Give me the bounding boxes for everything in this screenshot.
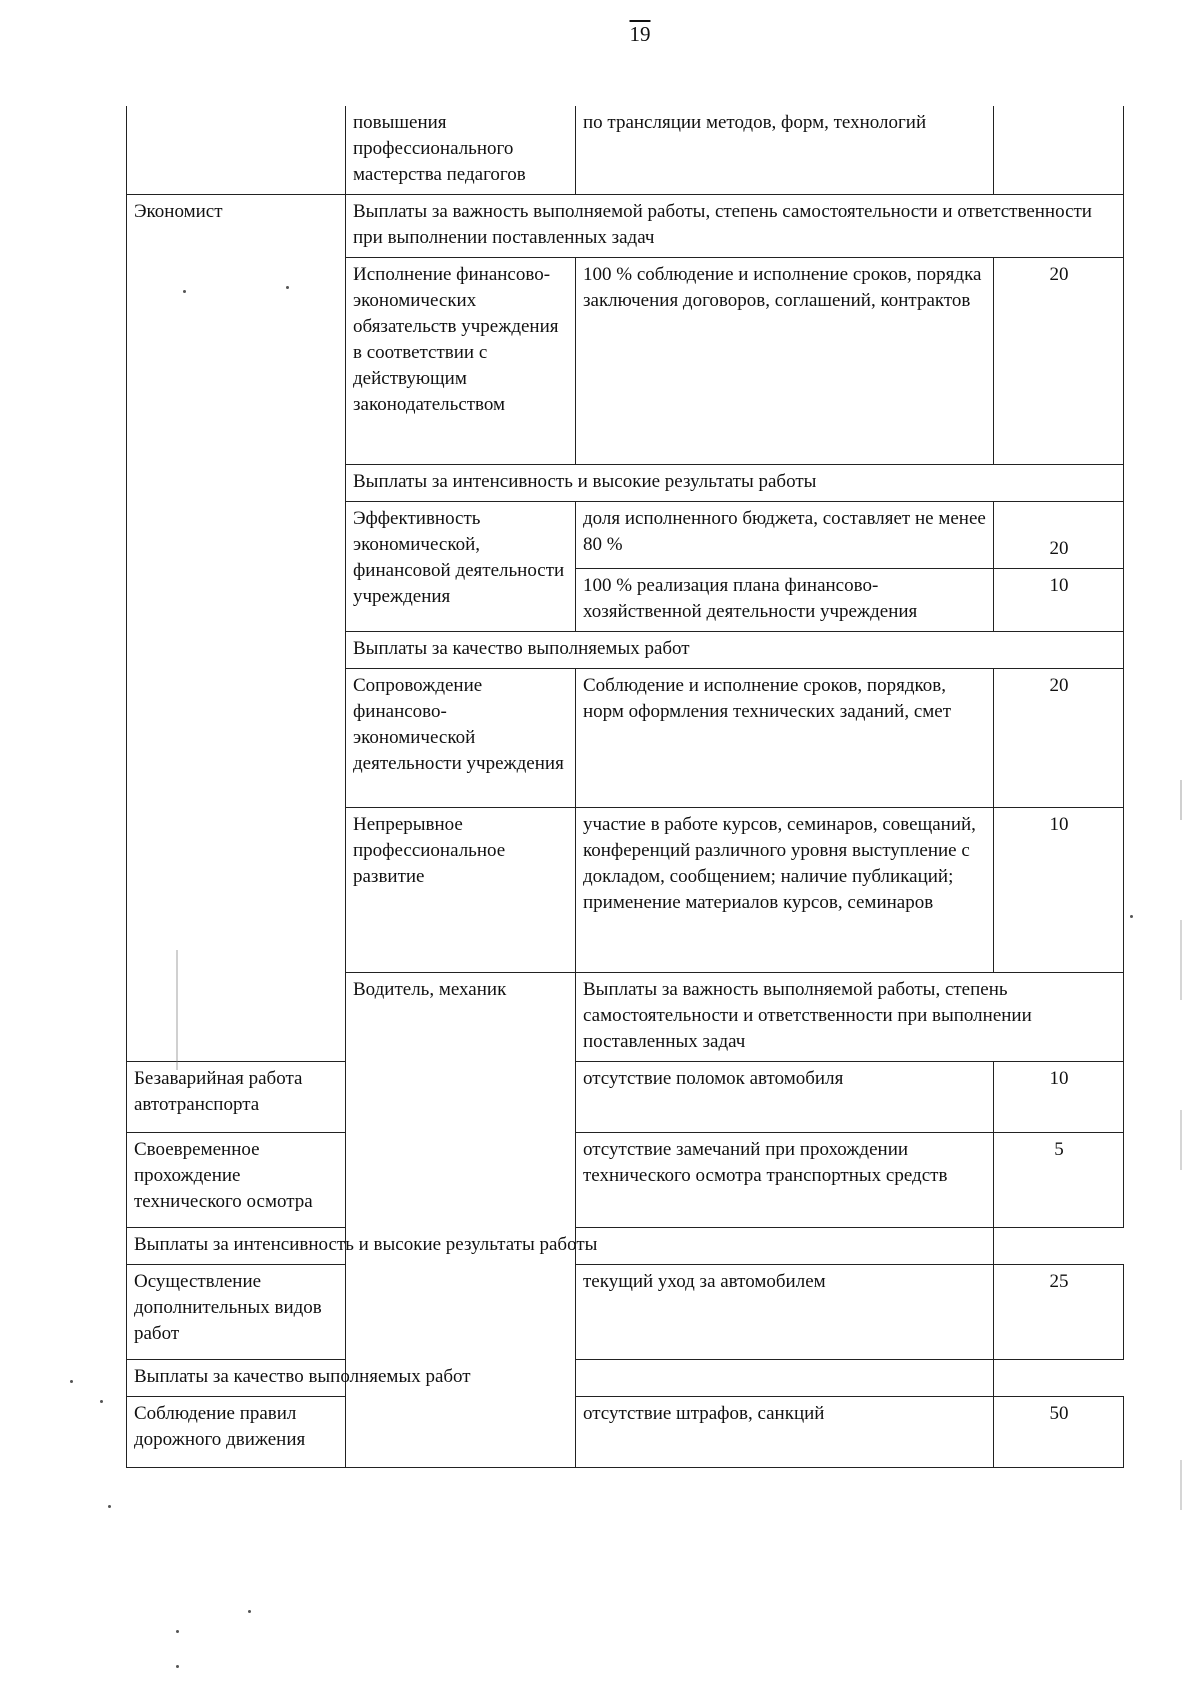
position-cell: Водитель, механик	[346, 973, 576, 1468]
table-row	[127, 1360, 1124, 1397]
group-title: Выплаты за важность выполняемой работы, степень самостоятельности и ответственности при выполнении поставленных задач	[576, 973, 1124, 1062]
table-row	[127, 106, 1124, 195]
scan-artifact	[176, 1630, 179, 1633]
indicator-cell: по трансляции методов, форм, технологий	[576, 106, 994, 195]
indicator-cell: Соблюдение и исполнение сроков, порядков, норм оформления технических заданий, смет	[576, 669, 994, 808]
scan-artifact	[1180, 1460, 1182, 1510]
score-cell	[994, 106, 1124, 195]
position-cell	[127, 106, 346, 195]
table-row	[127, 1265, 1124, 1360]
indicator-cell: отсутствие поломок автомобиля	[576, 1062, 994, 1133]
indicator-cell: текущий уход за автомобилем	[576, 1265, 994, 1360]
scan-artifact	[100, 1400, 103, 1403]
criterion-cell: повышения профессионального мастерства педагогов	[346, 106, 576, 195]
scan-artifact	[108, 1505, 111, 1508]
table-row	[127, 1397, 1124, 1468]
position-cell: Экономист	[127, 195, 346, 1062]
criterion-cell: Сопровождение финансово-экономической деятельности учреждения	[346, 669, 576, 808]
score-cell: 20	[994, 258, 1124, 465]
scan-artifact	[286, 286, 289, 289]
criterion-cell: Своевременное прохождение технического осмотра	[127, 1133, 346, 1228]
group-title: Выплаты за качество выполняемых работ	[346, 632, 1124, 669]
score-cell: 10	[994, 569, 1124, 632]
indicator-cell: отсутствие замечаний при прохождении технического осмотра транспортных средств	[576, 1133, 994, 1228]
scan-artifact	[176, 950, 178, 1070]
payments-criteria-table	[126, 106, 1124, 1468]
criterion-cell: Соблюдение правил дорожного движения	[127, 1397, 346, 1468]
score-cell: 5	[994, 1133, 1124, 1228]
scan-artifact	[1130, 915, 1133, 918]
scan-artifact	[248, 1610, 251, 1613]
scan-artifact	[70, 1380, 73, 1383]
criterion-cell: Исполнение финансово-экономических обязательств учреждения в соответствии с действующим законодательством	[346, 258, 576, 465]
score-cell: 10	[994, 1062, 1124, 1133]
indicator-cell: доля исполненного бюджета, составляет не менее 80 %	[576, 502, 994, 569]
table-row	[127, 1228, 1124, 1265]
criterion-cell: Осуществление дополнительных видов работ	[127, 1265, 346, 1360]
score-cell: 20	[994, 502, 1124, 569]
table-row	[127, 195, 1124, 258]
scan-artifact	[1180, 780, 1182, 820]
scan-artifact	[176, 1665, 179, 1668]
score-cell: 50	[994, 1397, 1124, 1468]
indicator-cell: 100 % реализация плана финансово-хозяйственной деятельности учреждения	[576, 569, 994, 632]
criterion-cell: Непрерывное профессиональное развитие	[346, 808, 576, 973]
indicator-cell: 100 % соблюдение и исполнение сроков, порядка заключения договоров, соглашений, контрактов	[576, 258, 994, 465]
group-title: Выплаты за интенсивность и высокие результаты работы	[346, 465, 1124, 502]
criterion-cell: Безаварийная работа автотранспорта	[127, 1062, 346, 1133]
indicator-cell: отсутствие штрафов, санкций	[576, 1397, 994, 1468]
scan-artifact	[183, 290, 186, 293]
scan-artifact	[1180, 1110, 1182, 1170]
page-number: 19	[629, 22, 651, 46]
group-title: Выплаты за важность выполняемой работы, степень самостоятельности и ответственности при выполнении поставленных задач	[346, 195, 1124, 258]
indicator-cell: участие в работе курсов, семинаров, совещаний, конференций различного уровня выступление с докладом, сообщением; наличие публикаций; применение материалов курсов, семинаров	[576, 808, 994, 973]
criterion-cell: Эффективность экономической, финансовой деятельности учреждения	[346, 502, 576, 632]
table-row	[127, 1062, 1124, 1133]
scan-artifact	[1180, 920, 1182, 1000]
group-title: Выплаты за качество выполняемых работ	[127, 1360, 994, 1397]
table-row	[127, 1133, 1124, 1228]
score-cell: 20	[994, 669, 1124, 808]
score-cell: 10	[994, 808, 1124, 973]
group-title: Выплаты за интенсивность и высокие результаты работы	[127, 1228, 994, 1265]
score-cell: 25	[994, 1265, 1124, 1360]
